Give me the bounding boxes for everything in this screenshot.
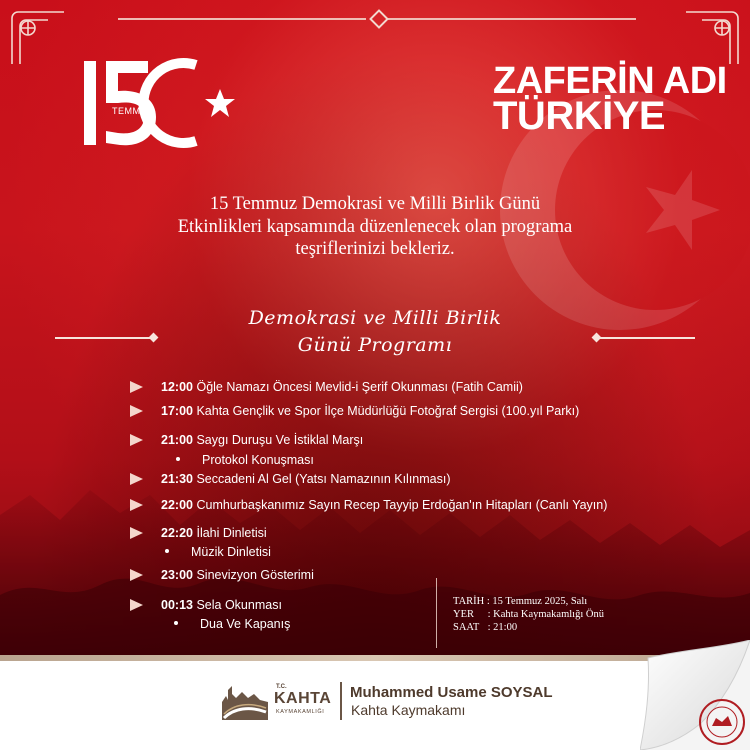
program-title bbox=[150, 305, 600, 359]
schedule-item bbox=[130, 568, 314, 582]
bullet-dot-icon bbox=[174, 621, 178, 625]
kahta-tc-label: T.C. bbox=[276, 684, 287, 690]
schedule-subitem bbox=[165, 545, 271, 559]
schedule-time: 17:00 bbox=[161, 404, 193, 418]
triangle-bullet-icon bbox=[130, 599, 143, 611]
info-place-label: YER bbox=[453, 609, 474, 620]
triangle-bullet-icon bbox=[130, 499, 143, 511]
kahta-emblem-icon bbox=[220, 682, 270, 722]
schedule-item bbox=[130, 404, 579, 418]
info-date bbox=[453, 596, 587, 607]
diamond-ornament-icon bbox=[369, 9, 389, 29]
schedule-text: Sinevizyon Gösterimi bbox=[196, 568, 314, 582]
bullet-dot-icon bbox=[165, 549, 169, 553]
schedule-subtext: Protokol Konuşması bbox=[202, 453, 314, 467]
info-place-value: : Kahta Kaymakamlığı Önü bbox=[487, 609, 604, 620]
person-name: Muhammed Usame SOYSAL bbox=[350, 684, 553, 701]
info-time-label: SAAT bbox=[453, 622, 480, 633]
schedule-time: 00:13 bbox=[161, 598, 193, 612]
program-title-line: Demokrasi ve Milli Birlik bbox=[248, 307, 502, 329]
schedule-time: 22:20 bbox=[161, 526, 193, 540]
schedule-time: 12:00 bbox=[161, 380, 193, 394]
ornament-corner-icon bbox=[8, 8, 68, 68]
triangle-bullet-icon bbox=[130, 527, 143, 539]
schedule-subitem bbox=[176, 453, 314, 467]
divider-line bbox=[600, 337, 695, 339]
intro-text bbox=[60, 193, 690, 261]
kahta-logo-text: KAHTA bbox=[274, 690, 332, 707]
schedule-subtext: Dua Ve Kapanış bbox=[200, 617, 291, 631]
intro-line: Etkinlikleri kapsamında düzenlenecek olan programa bbox=[177, 216, 573, 237]
triangle-bullet-icon bbox=[130, 405, 143, 417]
schedule-item bbox=[130, 433, 363, 447]
info-place bbox=[453, 609, 604, 620]
ornament-corner-icon bbox=[682, 8, 742, 68]
schedule-text: Saygı Duruşu Ve İstiklal Marşı bbox=[196, 433, 364, 447]
schedule-text: Öğle Namazı Öncesi Mevlid-i Şerif Okunması (Fatih Camii) bbox=[196, 380, 523, 394]
footer-gold-band bbox=[0, 655, 750, 661]
person-title: Kahta Kaymakamı bbox=[351, 702, 466, 718]
intro-line: teşriflerinizi bekleriz. bbox=[295, 239, 455, 259]
info-time bbox=[453, 622, 517, 633]
schedule-item bbox=[130, 526, 267, 540]
info-divider bbox=[436, 578, 437, 648]
schedule-item bbox=[130, 598, 282, 612]
schedule-time: 23:00 bbox=[161, 568, 193, 582]
footer-separator bbox=[340, 682, 342, 720]
slogan-line1: ZAFERİN ADI bbox=[493, 60, 727, 102]
schedule-subitem bbox=[174, 617, 290, 631]
triangle-bullet-icon bbox=[130, 569, 143, 581]
kahta-logo-subtext: KAYMAKAMLIĞI bbox=[276, 709, 325, 715]
schedule-text: Seccadeni Al Gel (Yatsı Namazının Kılınması) bbox=[196, 472, 451, 486]
slogan-line2: TÜRKİYE bbox=[493, 94, 666, 138]
top-border-line bbox=[118, 18, 366, 20]
triangle-bullet-icon bbox=[130, 381, 143, 393]
intro-line: 15 Temmuz Demokrasi ve Milli Birlik Günü bbox=[209, 194, 541, 214]
bullet-dot-icon bbox=[176, 457, 180, 461]
top-border-line bbox=[388, 18, 636, 20]
program-title-line: Günü Programı bbox=[297, 334, 453, 356]
schedule-time: 22:00 bbox=[161, 498, 193, 512]
info-date-label: TARİH bbox=[453, 596, 485, 607]
page-curl-with-seal-icon bbox=[640, 640, 750, 750]
schedule-item bbox=[130, 472, 451, 486]
schedule-item bbox=[130, 498, 607, 512]
triangle-bullet-icon bbox=[130, 473, 143, 485]
info-date-value: : 15 Temmuz 2025, Salı bbox=[486, 596, 588, 607]
divider-line bbox=[55, 337, 150, 339]
schedule-time: 21:30 bbox=[161, 472, 193, 486]
info-time-value: : 21:00 bbox=[487, 622, 518, 633]
schedule-time: 21:00 bbox=[161, 433, 193, 447]
schedule-text: Kahta Gençlik ve Spor İlçe Müdürlüğü Fotoğraf Sergisi (100.yıl Parkı) bbox=[196, 404, 580, 418]
crowd-silhouette bbox=[0, 395, 750, 655]
logo-temmuz-label: TEMMUZ bbox=[112, 106, 154, 116]
schedule-text: Sela Okunması bbox=[196, 598, 282, 612]
schedule-subtext: Müzik Dinletisi bbox=[191, 545, 271, 559]
schedule-text: İlahi Dinletisi bbox=[196, 526, 267, 540]
15-temmuz-logo bbox=[78, 55, 243, 150]
schedule-text: Cumhurbaşkanımız Sayın Recep Tayyip Erdoğan'ın Hitapları (Canlı Yayın) bbox=[196, 498, 608, 512]
triangle-bullet-icon bbox=[130, 434, 143, 446]
schedule-item bbox=[130, 380, 523, 394]
